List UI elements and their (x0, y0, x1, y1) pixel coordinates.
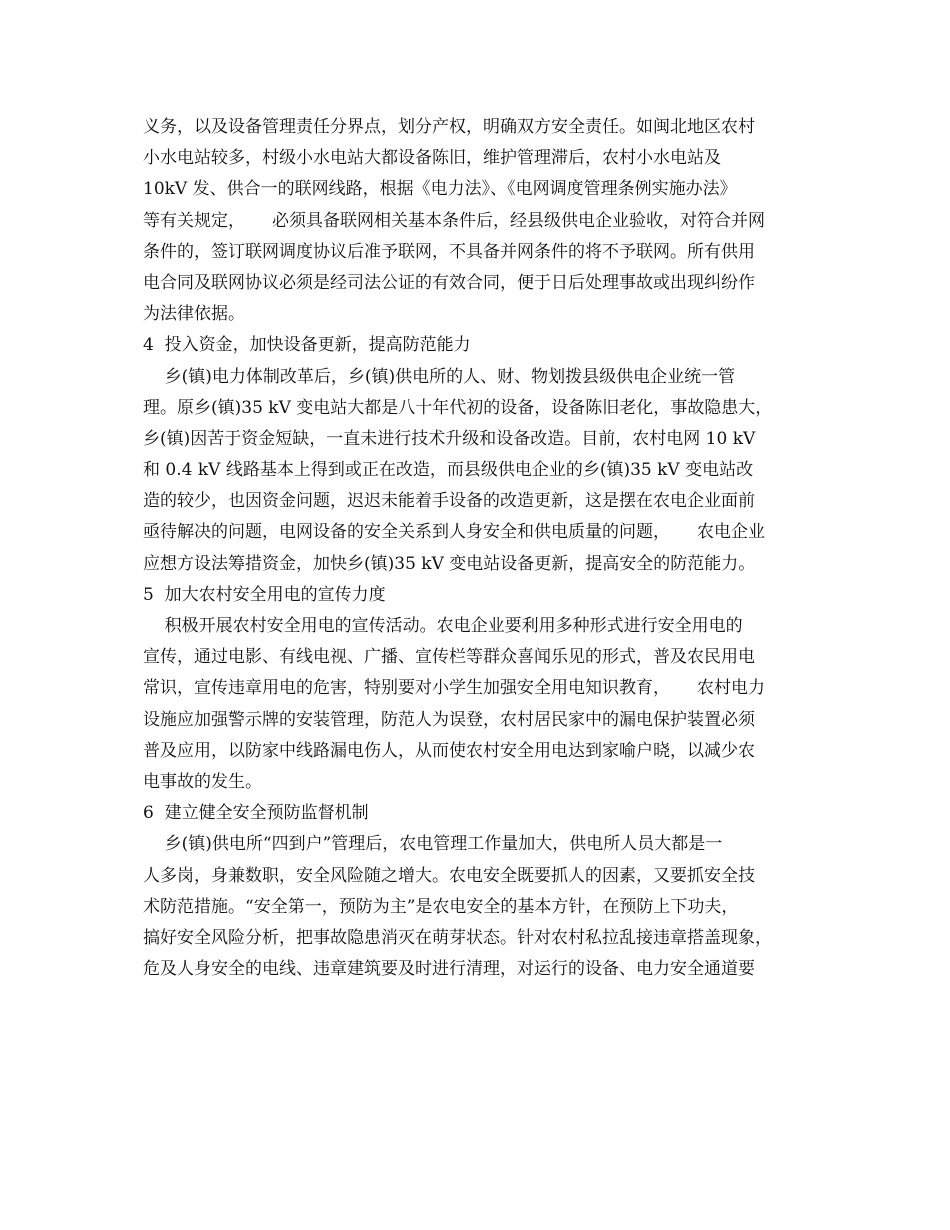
text-line: 电事故的发生。 (143, 771, 262, 792)
section-heading-6: 6 建立健全安全预防监督机制 (143, 803, 369, 824)
text-line: 小水电站较多，村级小水电站大都设备陈旧，维护管理滞后，农村小水电站及 (143, 148, 721, 169)
text-line: 搞好安全风险分析，把事故隐患消灭在萌芽状态。针对农村私拉乱接违章搭盖现象， (143, 927, 772, 948)
text-line: 理。原乡(镇)35 kV 变电站大都是八十年代初的设备，设备陈旧老化，事故隐患大， (143, 397, 773, 418)
text-line: 和 0.4 kV 线路基本上得到或正在改造，而县级供电企业的乡(镇)35 kV 变电站改 (143, 460, 754, 481)
section-heading-4: 4 投入资金，加快设备更新，提高防范能力 (143, 335, 471, 356)
text-line: 应想方设法筹措资金，加快乡(镇)35 kV 变电站设备更新，提高安全的防范能力。 (143, 553, 756, 574)
text-line: 人多岗，身兼数职，安全风险随之增大。农电安全既要抓人的因素，又要抓安全技 (143, 865, 755, 886)
text-line: 电合同及联网协议必须是经司法公证的有效合同，便于日后处理事故或出现纠纷作 (143, 272, 755, 293)
text-line: 乡(镇)电力体制改革后，乡(镇)供电所的人、财、物划拨县级供电企业统一管 (143, 366, 736, 387)
text-line: 危及人身安全的电线、违章建筑要及时进行清理，对运行的设备、电力安全通道要 (143, 959, 755, 980)
text-line: 义务，以及设备管理责任分界点，划分产权，明确双方安全责任。如闽北地区农村 (143, 117, 755, 137)
text-line: 乡(镇)因苦于资金短缺，一直未进行技术升级和设备改造。目前，农村电网 10 kV (143, 428, 756, 449)
text-line: 造的较少，也因资金问题，迟迟未能着手设备的改造更新，这是摆在农电企业面前 (143, 491, 755, 512)
text-line: 为法律依据。 (143, 304, 245, 325)
text-line: 条件的，签订联网调度协议后准予联网，不具备并网条件的将不予联网。所有供用 (143, 241, 755, 262)
text-line: 常识，宣传违章用电的危害，特别要对小学生加强安全用电知识教育， 农村电力 (143, 678, 766, 699)
section-heading-5: 5 加大农村安全用电的宣传力度 (143, 584, 386, 605)
text-line: 积极开展农村安全用电的宣传活动。农电企业要利用多种形式进行安全用电的 (143, 616, 743, 636)
text-line: 设施应加强警示牌的安装管理，防范人为误登，农村居民家中的漏电保护装置必须 (143, 709, 755, 730)
text-line: 乡(镇)供电所“四到户”管理后，农电管理工作量加大，供电所人员大都是一 (143, 834, 723, 855)
body-text (143, 112, 823, 985)
text-line: 宣传，通过电影、有线电视、广播、宣传栏等群众喜闻乐见的形式，普及农民用电 (143, 647, 755, 668)
text-line: 普及应用，以防家中线路漏电伤人，从而使农村安全用电达到家喻户晓，以减少农 (143, 740, 755, 761)
text-line: 亟待解决的问题，电网设备的安全关系到人身安全和供电质量的问题， 农电企业 (143, 522, 766, 543)
text-line: 等有关规定， 必须具备联网相关基本条件后，经县级供电企业验收，对符合并网 (143, 210, 766, 231)
text-line: 10kV 发、供合一的联网线路，根据《电力法》、《电网调度管理条例实施办法》 (143, 179, 737, 200)
text-line: 术防范措施。“安全第一，预防为主”是农电安全的基本方针，在预防上下功夫， (143, 896, 739, 917)
